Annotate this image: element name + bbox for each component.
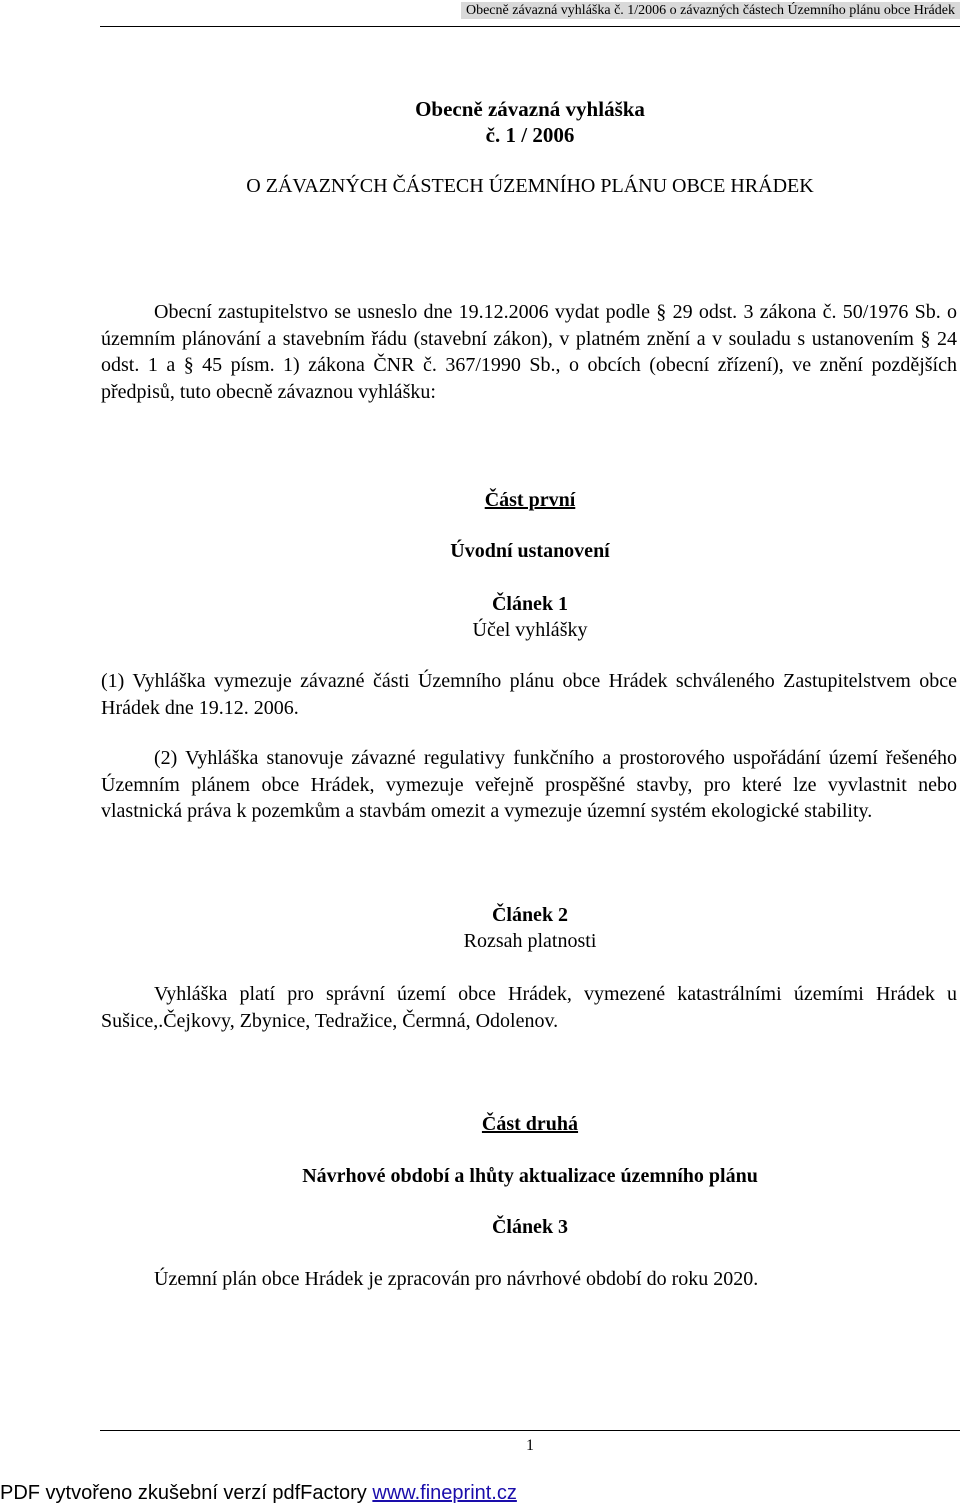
running-header-text: Obecně závazná vyhláška č. 1/2006 o závazných částech Územního plánu obce Hrádek [461, 2, 960, 19]
document-title: Obecně závazná vyhláška [415, 97, 645, 121]
part-two-heading: Část druhá [481, 1113, 579, 1135]
part-two-subheading: Návrhové období a lhůty aktualizace územního plánu [302, 1165, 758, 1187]
pdf-watermark [0, 1480, 960, 1506]
article-2-heading: Článek 2 [491, 904, 569, 926]
article-1-paragraph-1: (1) Vyhláška vymezuje závazné části Územního plánu obce Hrádek schváleného Zastupitelstvem obce Hrádek dne 19.12. 2006. [101, 670, 957, 719]
footer-divider [100, 1430, 960, 1431]
article-1-paragraph-2: (2) Vyhláška stanovuje závazné regulativy funkčního a prostorového uspořádání území řešeného Územním plánem obce Hrádek, vymezuje veřejně prospěšné stavby, pro které lze vyvlastnit nebo vlastnická práva k pozemkům a stavbám omezit a vymezuje územní systém ekologické stability. [101, 747, 957, 822]
pdf-watermark-link[interactable]: www.fineprint.cz [372, 1482, 517, 1504]
document-subject: O ZÁVAZNÝCH ČÁSTECH ÚZEMNÍHO PLÁNU OBCE HRÁDEK [246, 175, 814, 197]
article-2-paragraph: Vyhláška platí pro správní území obce Hrádek, vymezené katastrálními územími Hrádek u Sušice,.Čejkovy, Zbynice, Tedražice, Čermná, Odolenov. [101, 983, 957, 1032]
part-one-subheading: Úvodní ustanovení [450, 540, 610, 562]
article-3-heading: Článek 3 [491, 1216, 569, 1238]
part-one-heading: Část první [484, 489, 576, 511]
article-2-title: Rozsah platnosti [463, 930, 597, 952]
pdf-watermark-text: PDF vytvořeno zkušební verzí pdfFactory [0, 1482, 367, 1504]
article-3-paragraph: Územní plán obce Hrádek je zpracován pro návrhové období do roku 2020. [154, 1268, 759, 1290]
article-1-title: Účel vyhlášky [472, 619, 588, 641]
intro-paragraph: Obecní zastupitelstvo se usneslo dne 19.12.2006 vydat podle § 29 odst. 3 zákona č. 50/1976 Sb. o územním plánování a stavebním řádu (stavební zákon), v platném znění a v souladu s ustanovením § 24 odst. 1 a § 45 písm. 1) zákona ČNR č. 367/1990 Sb., o obcích (obecní zřízení), ve znění pozdějších předpisů, tuto obecně závaznou vyhlášku: [101, 301, 957, 403]
running-header [100, 0, 960, 27]
document-number: č. 1 / 2006 [485, 123, 575, 147]
page-number: 1 [526, 1437, 534, 1454]
article-1-heading: Článek 1 [491, 593, 569, 615]
